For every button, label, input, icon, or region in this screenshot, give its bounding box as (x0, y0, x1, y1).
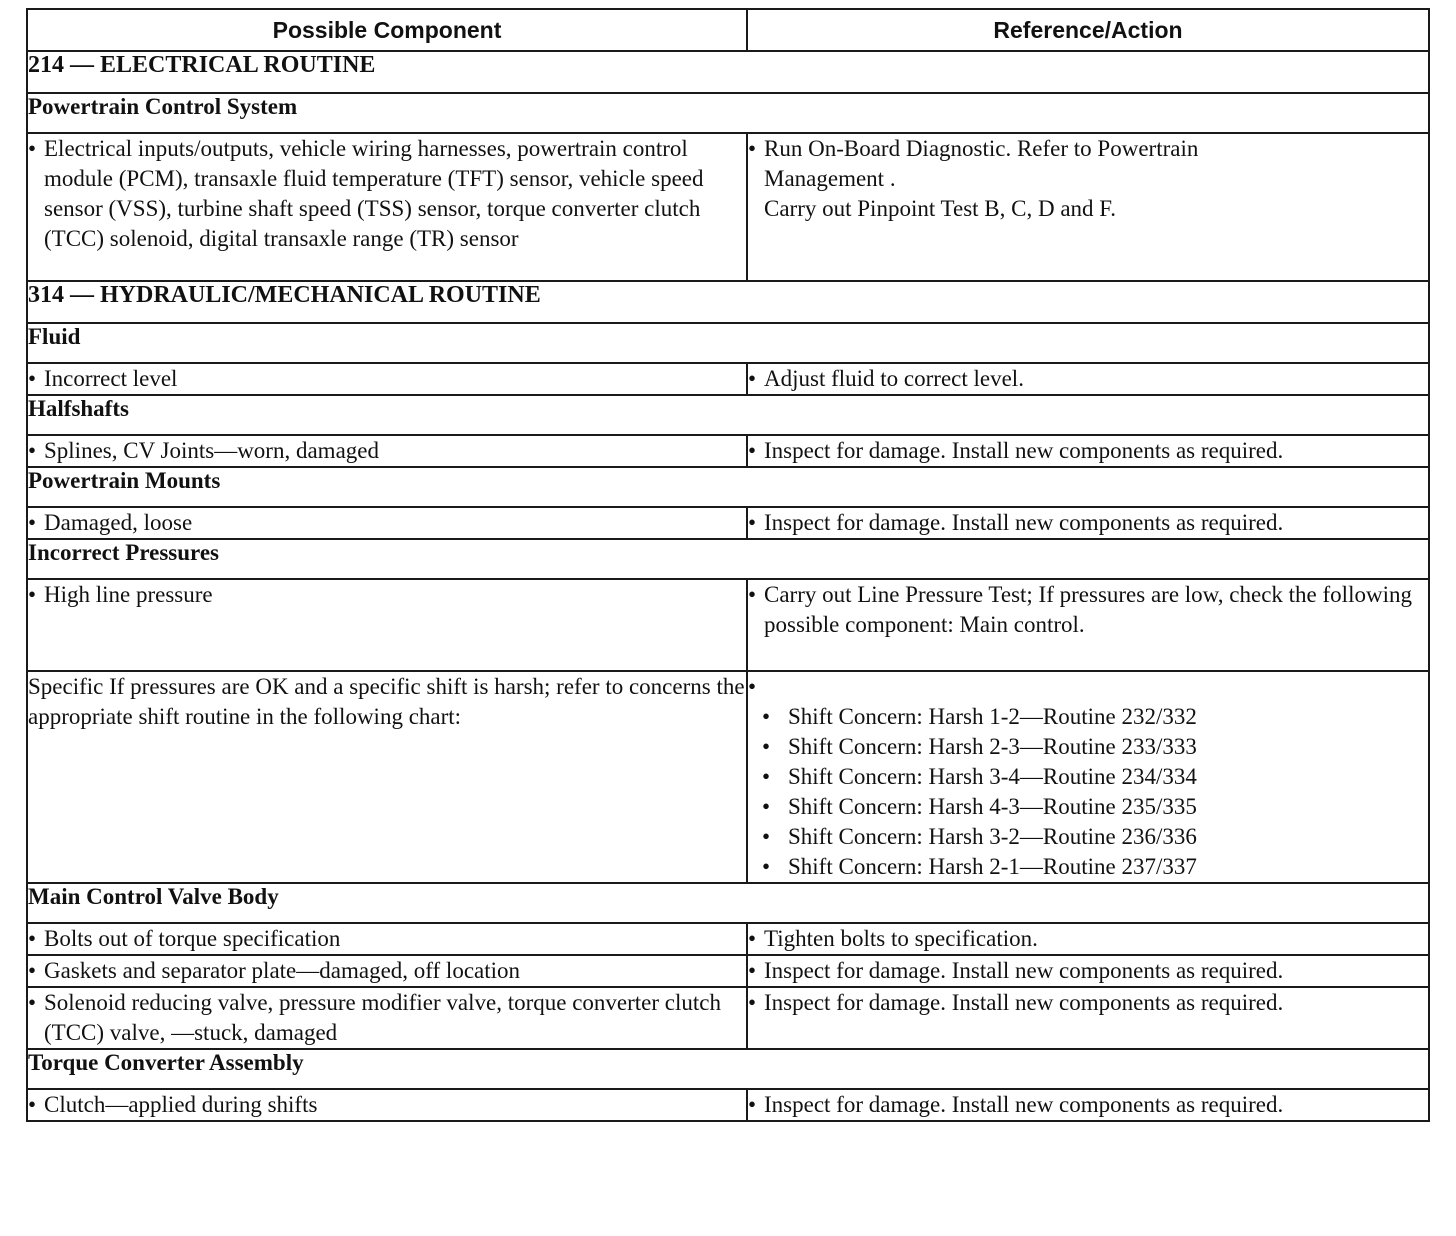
list-item: • Shift Concern: Harsh 2-3—Routine 233/333 (748, 732, 1428, 762)
group-row (27, 539, 1429, 579)
action-line-1: • Run On-Board Diagnostic. Refer to Powertrain (748, 134, 1428, 164)
component-text: • Electrical inputs/outputs, vehicle wiring harnesses, powertrain control module (PCM), transaxle fluid temperature (TFT) sensor, vehicle speed sensor (VSS), turbine shaft speed (TSS) sensor, torque converter clutch (TCC) solenoid, digital transaxle range (TR) sensor (28, 134, 746, 254)
component-text: • Incorrect level (28, 364, 746, 394)
action-cell (747, 987, 1429, 1049)
table-row (27, 579, 1429, 671)
component-text: • High line pressure (28, 580, 746, 610)
component-text: • Damaged, loose (28, 508, 746, 538)
list-item: • Shift Concern: Harsh 3-2—Routine 236/336 (748, 822, 1428, 852)
action-cell (747, 507, 1429, 539)
action-cell (747, 133, 1429, 281)
table-header-row (27, 9, 1429, 51)
group-main-control-valve-body: Main Control Valve Body (27, 883, 1429, 923)
component-text: • Solenoid reducing valve, pressure modifier valve, torque converter clutch (TCC) valve, —stuck, damaged (28, 988, 746, 1048)
component-text: • Clutch—applied during shifts (28, 1090, 746, 1120)
action-line-2: Management . (764, 166, 896, 191)
group-row (27, 323, 1429, 363)
component-cell (27, 955, 747, 987)
routine-314-row (27, 281, 1429, 323)
action-cell (747, 923, 1429, 955)
component-text: • Splines, CV Joints—worn, damaged (28, 436, 746, 466)
list-item: • Shift Concern: Harsh 3-4—Routine 234/334 (748, 762, 1428, 792)
routine-214-title: 214 — ELECTRICAL ROUTINE (27, 51, 1429, 93)
shift-note-text: Specific If pressures are OK and a specific shift is harsh; refer to concerns the appropriate shift routine in the following chart: (28, 674, 745, 729)
empty-bullet: • (748, 674, 757, 699)
table-row (27, 1089, 1429, 1121)
component-cell (27, 435, 747, 467)
table-row (27, 435, 1429, 467)
list-item: • Shift Concern: Harsh 2-1—Routine 237/337 (748, 852, 1428, 882)
group-row (27, 467, 1429, 507)
action-cell (747, 1089, 1429, 1121)
list-item: • Shift Concern: Harsh 4-3—Routine 235/335 (748, 792, 1428, 822)
action-text: • Tighten bolts to specification. (748, 924, 1428, 954)
group-halfshafts: Halfshafts (27, 395, 1429, 435)
table-row (27, 363, 1429, 395)
header-possible-component: Possible Component (27, 9, 747, 51)
group-torque-converter-assembly: Torque Converter Assembly (27, 1049, 1429, 1089)
action-cell (747, 363, 1429, 395)
header-reference-action: Reference/Action (747, 9, 1429, 51)
table-row (27, 955, 1429, 987)
table-row (27, 923, 1429, 955)
table-row (27, 987, 1429, 1049)
component-text: • Gaskets and separator plate—damaged, off location (28, 956, 746, 986)
group-row (27, 395, 1429, 435)
component-cell (27, 923, 747, 955)
action-cell (747, 579, 1429, 671)
action-cell (747, 435, 1429, 467)
action-text: • Inspect for damage. Install new components as required. (748, 508, 1428, 538)
group-row (27, 93, 1429, 133)
table-row (27, 133, 1429, 281)
action-text: • Inspect for damage. Install new components as required. (748, 988, 1428, 1018)
action-text: • Inspect for damage. Install new components as required. (748, 1090, 1428, 1120)
component-text: • Bolts out of torque specification (28, 924, 746, 954)
action-text: • Carry out Line Pressure Test; If pressures are low, check the following possible component: Main control. (748, 580, 1428, 640)
group-powertrain-mounts: Powertrain Mounts (27, 467, 1429, 507)
routine-214-row (27, 51, 1429, 93)
shift-note-cell (27, 671, 747, 883)
component-cell (27, 987, 747, 1049)
group-row (27, 1049, 1429, 1089)
component-cell (27, 507, 747, 539)
action-text: • Inspect for damage. Install new components as required. (748, 436, 1428, 466)
table-row (27, 671, 1429, 883)
group-row (27, 883, 1429, 923)
group-incorrect-pressures: Incorrect Pressures (27, 539, 1429, 579)
group-powertrain-control-system: Powertrain Control System (27, 93, 1429, 133)
routine-314-title: 314 — HYDRAULIC/MECHANICAL ROUTINE (27, 281, 1429, 323)
action-text: • Inspect for damage. Install new components as required. (748, 956, 1428, 986)
component-cell (27, 363, 747, 395)
list-item: • Shift Concern: Harsh 1-2—Routine 232/332 (748, 702, 1428, 732)
component-cell (27, 133, 747, 281)
action-text: • Adjust fluid to correct level. (748, 364, 1428, 394)
component-cell (27, 1089, 747, 1121)
action-line-3: Carry out Pinpoint Test B, C, D and F. (764, 196, 1116, 221)
group-fluid: Fluid (27, 323, 1429, 363)
component-cell (27, 579, 747, 671)
action-cell (747, 955, 1429, 987)
table-row (27, 507, 1429, 539)
shift-routine-list (748, 702, 1428, 882)
shift-list-cell (747, 671, 1429, 883)
diagnosis-table (26, 8, 1430, 1122)
